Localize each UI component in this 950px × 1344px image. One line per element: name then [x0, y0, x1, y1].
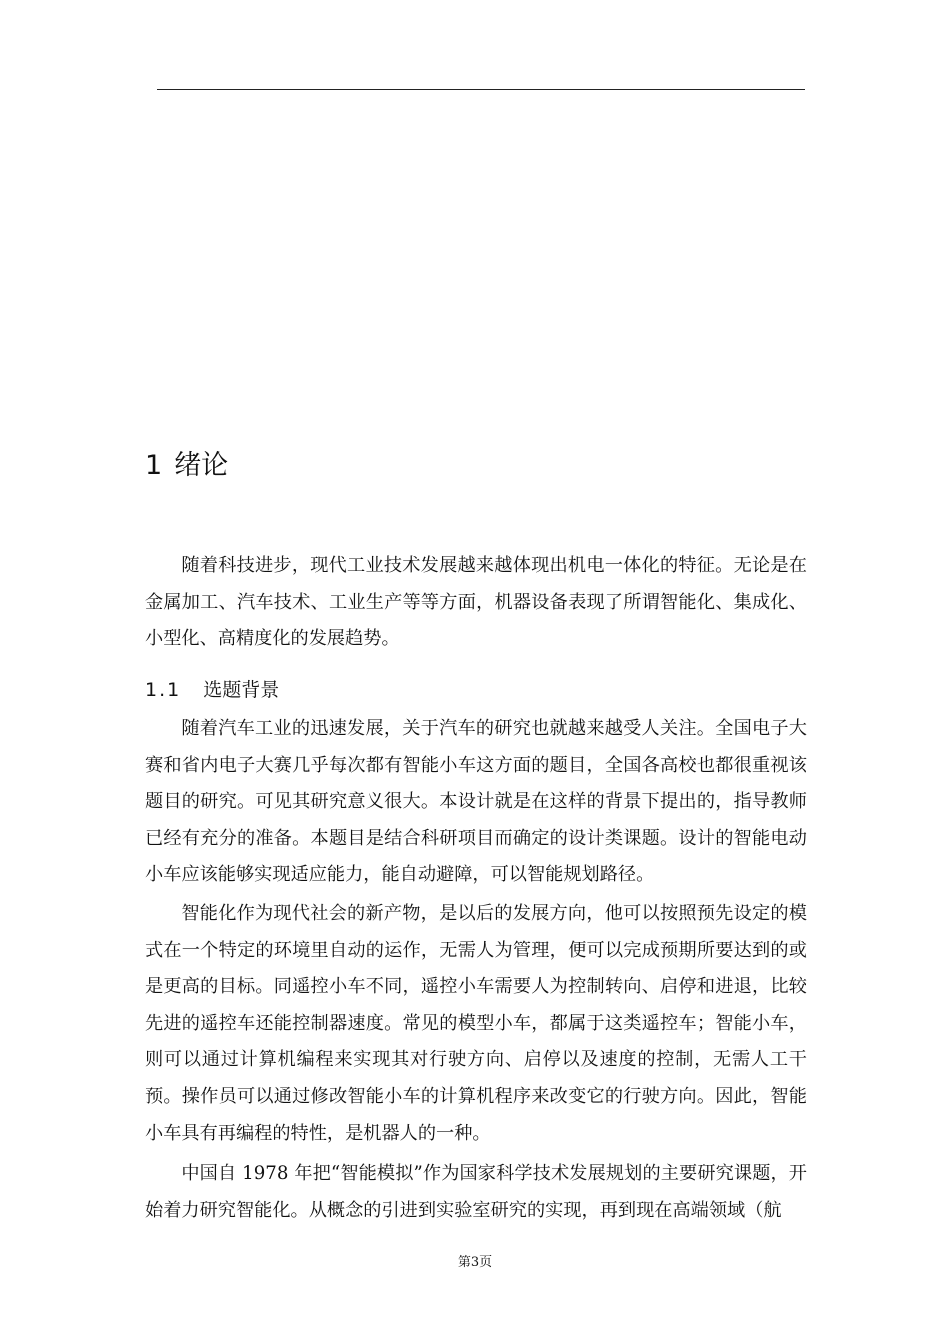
chapter-title-text: 绪论: [174, 450, 229, 481]
section-number: 1.1: [145, 679, 182, 701]
section-title-text: 选题背景: [203, 679, 280, 701]
header-rule: [157, 89, 805, 90]
section-heading: [145, 672, 279, 708]
paragraph-intelligence: 智能化作为现代社会的新产物，是以后的发展方向，他可以按照预先设定的模式在一个特定的环境里自动的运作，无需人为管理，便可以完成预期所要达到的或是更高的目标。同遥控小车不同，遥控小车需要人为控制转向、启停和进退，比较先进的遥控车还能控制器速度。常见的模型小车，都属于这类遥控车；智能小车，则可以通过计算机编程来实现其对行驶方向、启停以及速度的控制，无需人工干预。操作员可以通过修改智能小车的计算机程序来改变它的行驶方向。因此，智能小车具有再编程的特性，是机器人的一种。: [145, 903, 807, 1144]
page-number: 第3页: [457, 1255, 493, 1270]
intro-paragraph: 随着科技进步，现代工业技术发展越来越体现出机电一体化的特征。无论是在金属加工、汽车技术、工业生产等等方面，机器设备表现了所谓智能化、集成化、小型化、高精度化的发展趋势。: [145, 555, 807, 650]
chapter-number: 1: [145, 450, 163, 481]
chapter-title: [145, 446, 228, 486]
paragraph-china-history: 中国自 1978 年把“智能模拟”作为国家科学技术发展规划的主要研究课题，开始着力研究智能化。从概念的引进到实验室研究的实现，再到现在高端领域（航: [145, 1163, 807, 1221]
paragraph-background: 随着汽车工业的迅速发展，关于汽车的研究也就越来越受人关注。全国电子大赛和省内电子大赛几乎每次都有智能小车这方面的题目，全国各高校也都很重视该题目的研究。可见其研究意义很大。本设计就是在这样的背景下提出的，指导教师已经有充分的准备。本题目是结合科研项目而确定的设计类课题。设计的智能电动小车应该能够实现适应能力，能自动避障，可以智能规划路径。: [145, 718, 807, 886]
